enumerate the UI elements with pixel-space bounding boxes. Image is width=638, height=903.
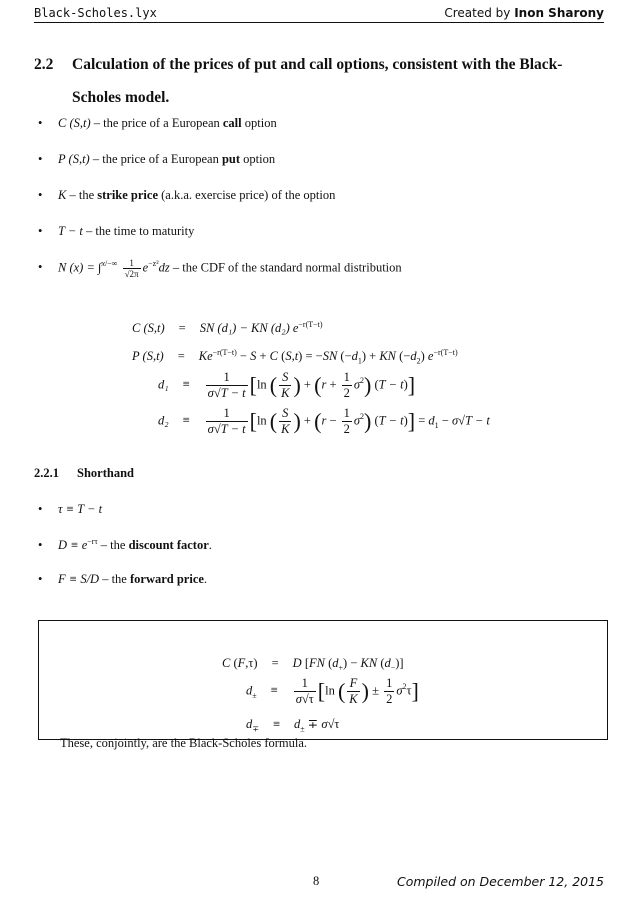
bullet-bold: put — [221, 152, 241, 166]
subsection-number: 2.2.1 — [34, 466, 59, 480]
bullet-text: – the — [97, 538, 129, 553]
bullet-forward: • F ≡ S/D – the forward price. — [38, 572, 208, 586]
bullet-math: C (S,t) — [58, 116, 91, 130]
bullet-math: N (x) = ∫ — [58, 260, 102, 275]
bullet-math: T − t — [58, 224, 83, 238]
bullet-text-post: . — [203, 572, 208, 586]
bullet-math: τ ≡ T − t — [58, 502, 103, 516]
bullet-cdf: • N (x) = ∫$^{x/-\infty}$ $\frac{1}{√2\pi}$ $e^{-z^2}dz$ – the CDF of the standard normal distribution — [38, 258, 402, 279]
eq-put: P $(S,t) = Ke^{-r(T-t)} - S + C$ (S,t) = −SN $(-d_1)$ + KN $(-d_2)$ $e^{-r(T-t)}$ — [132, 348, 458, 366]
d1-fraction: $\frac{1}{\sigma√T - t}$ — [207, 370, 246, 400]
eq-call: C (S,t) = SN (d₁) − KN (d₂) $e^{-r(T-t)}$ — [132, 320, 323, 336]
eq-rhs: SN (d₁) − KN (d₂) e — [199, 321, 299, 336]
subsection-title: Shorthand — [77, 466, 134, 480]
eq-lhs: d₁ — [158, 377, 169, 392]
bullet-maturity: • T − t – the time to maturity — [38, 224, 195, 238]
cdf-fraction: $\frac{1}{√2\pi}$ — [124, 258, 139, 279]
bullet-math: K — [58, 188, 67, 202]
bullet-tau: • τ ≡ T − t — [38, 502, 103, 516]
bullet-discount: • $D \equiv e^{-r\tau}$ – the discount factor. — [38, 537, 212, 553]
subsection-heading — [34, 466, 134, 481]
bullet-text: – the time to maturity — [82, 224, 195, 238]
bullet-text-post: (a.k.a. exercise price) of the option — [158, 188, 336, 202]
integral-limits: x/−∞ — [101, 259, 118, 269]
bullet-text-post: . — [208, 538, 212, 553]
bullet-bold: discount factor — [128, 538, 209, 553]
eq-lhs: d₂ — [158, 413, 169, 428]
eq-rhs: Ke — [198, 349, 213, 364]
bullet-text-post: option — [241, 116, 277, 130]
bullet-put: • P (S,t) – the price of a European put option — [38, 152, 276, 166]
eq-box-dpm: $d_\pm$ ≡ $\frac{1}{\sigma√\tau}$ [ln ( $\frac{F}{K}$ ) ± $\frac{1}{2}$ $\sigma^2\tau$] — [246, 676, 419, 706]
bullet-text-post: option — [240, 152, 276, 166]
bullet-bold: forward price — [129, 572, 204, 586]
header-author-prefix: Created by — [444, 6, 515, 20]
bullet-bold: call — [222, 116, 242, 130]
bullet-text: – the price of a European — [90, 116, 223, 130]
header-author-name: Inon Sharony — [514, 6, 604, 20]
eq-box-dmp: $d_\mp \equiv d_\pm \mp \sigma√\tau$ — [246, 717, 340, 734]
page-header — [34, 6, 604, 22]
section-number: 2.2 — [34, 56, 54, 73]
conclusion-text: These, conjointly, are the Black-Scholes formula. — [60, 736, 308, 750]
eq-d1: d₁ ≡ $\frac{1}{\sigma√T - t}$ [ln ( $\frac{S}{K}$ ) + (r + $\frac{1}{2}$ $\sigma^2$) (T − t)] — [158, 370, 416, 400]
bullet-text: – the price of a European — [89, 152, 222, 166]
bullet-strike: • K – the strike price (a.k.a. exercise price) of the option — [38, 188, 336, 202]
header-filename: Black-Scholes.lyx — [34, 6, 157, 20]
eq-box-call: C (F,τ) = D [FN $(d_+)$ − KN $(d_-)$] — [222, 656, 404, 673]
page-number: 8 — [313, 874, 320, 888]
eq-d2: d₂ ≡ $\frac{1}{\sigma√T - t}$ [ln ( $\frac{S}{K}$ ) + (r − $\frac{1}{2}$ $\sigma^2$) $(T - t)] = d_1 - \sigma√T - t$ — [158, 406, 490, 436]
eq-lhs: P (S,t) — [132, 349, 164, 364]
bullet-math: F ≡ S/D — [58, 572, 100, 586]
eq-lhs: C (S,t) — [132, 321, 165, 336]
section-title: Calculation of the prices of put and call options, consistent with the Black-Scholes model. — [72, 56, 563, 106]
bullet-math: D ≡ e — [58, 538, 88, 553]
bullet-bold: strike price — [97, 188, 158, 202]
bullet-text: – the CDF of the standard normal distribution — [169, 260, 402, 275]
header-author — [444, 6, 604, 20]
bullet-text: – the — [99, 572, 130, 586]
compiled-date: Compiled on December 12, 2015 — [396, 874, 604, 889]
d2-fraction: $\frac{1}{\sigma√T - t}$ — [207, 406, 246, 436]
bullet-text: – the — [66, 188, 98, 202]
bullet-call: • C (S,t) – the price of a European call option — [38, 116, 277, 130]
header-rule — [34, 22, 604, 23]
bullet-math: P (S,t) — [58, 152, 90, 166]
